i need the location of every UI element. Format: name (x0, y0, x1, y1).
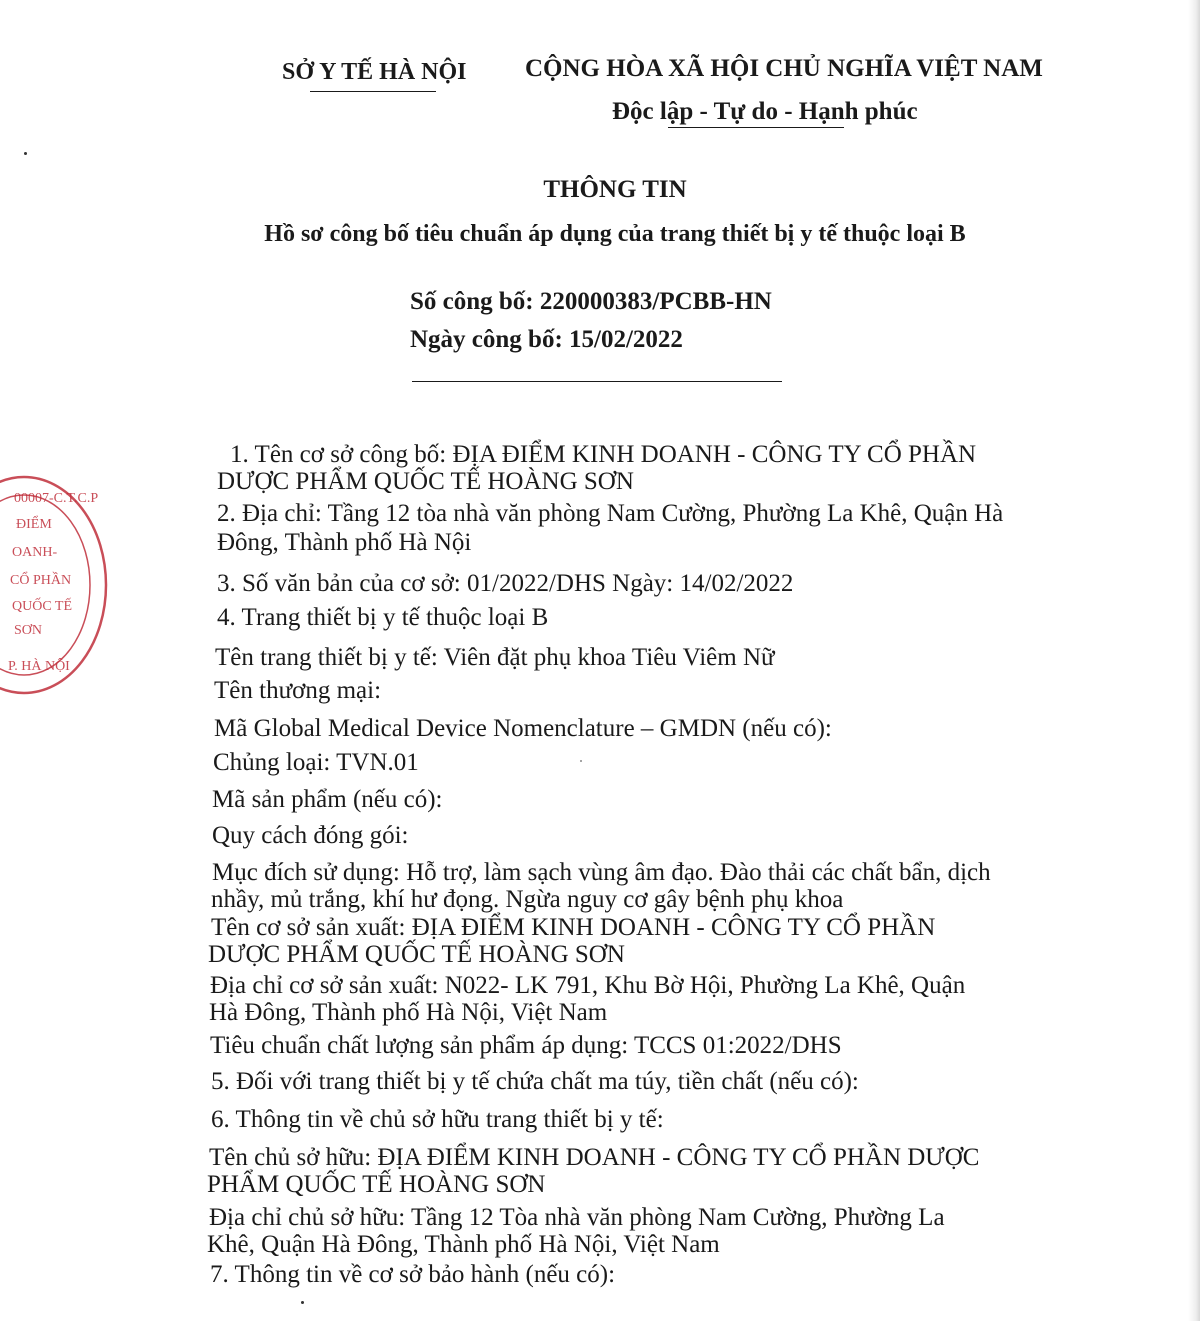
body-line-22: Tên chủ sở hữu: ĐỊA ĐIỂM KINH DOANH - CÔNG TY CỔ PHẦN DƯỢC (209, 1144, 980, 1171)
body-line-8: Tên thương mại: (214, 677, 382, 704)
issuing-authority: SỞ Y TẾ HÀ NỘI (282, 59, 467, 85)
body-line-23: PHẨM QUỐC TẾ HOÀNG SƠN (207, 1171, 546, 1198)
scan-speck (24, 152, 27, 155)
seal-line-5: SƠN (14, 623, 43, 638)
title-divider (412, 381, 782, 382)
country-name: CỘNG HÒA XÃ HỘI CHỦ NGHĨA VIỆT NAM (525, 55, 1043, 82)
body-line-19: Tiêu chuẩn chất lượng sản phẩm áp dụng: TCCS 01:2022/DHS (210, 1032, 842, 1059)
body-line-20: 5. Đối với trang thiết bị y tế chứa chất ma túy, tiền chất (nếu có): (211, 1068, 859, 1095)
seal-line-3: CỔ PHẦN (10, 573, 72, 588)
body-line-25: Khê, Quận Hà Đông, Thành phố Hà Nội, Việt Nam (207, 1231, 720, 1258)
body-line-9: Mã Global Medical Device Nomenclature – GMDN (nếu có): (214, 715, 832, 742)
announcement-number: Số công bố: 220000383/PCBB-HN (410, 288, 772, 315)
body-line-26: 7. Thông tin về cơ sở bảo hành (nếu có): (210, 1261, 616, 1288)
seal-line-4: QUỐC TẾ (12, 599, 73, 614)
national-motto: Độc lập - Tự do - Hạnh phúc (612, 98, 918, 125)
seal-top-text: 00007-C.T.C.P (14, 491, 99, 506)
body-line-6: 4. Trang thiết bị y tế thuộc loại B (217, 604, 549, 631)
motto-underline (668, 127, 844, 128)
seal-line-2: OANH- (12, 545, 58, 560)
body-line-17: Địa chỉ cơ sở sản xuất: N022- LK 791, Khu Bờ Hội, Phường La Khê, Quận (210, 972, 966, 999)
body-line-3: 2. Địa chỉ: Tầng 12 tòa nhà văn phòng Nam Cường, Phường La Khê, Quận Hà (217, 500, 1004, 527)
announcement-date: Ngày công bố: 15/02/2022 (410, 326, 683, 353)
scan-speck (301, 1301, 304, 1304)
body-line-2: DƯỢC PHẨM QUỐC TẾ HOÀNG SƠN (217, 468, 634, 495)
scan-edge-shadow (1188, 0, 1200, 1321)
body-line-13: Mục đích sử dụng: Hỗ trợ, làm sạch vùng âm đạo. Đào thải các chất bẩn, dịch (212, 859, 991, 886)
body-line-24: Địa chỉ chủ sở hữu: Tầng 12 Tòa nhà văn phòng Nam Cường, Phường La (209, 1204, 945, 1231)
document-subtitle: Hồ sơ công bố tiêu chuẩn áp dụng của trang thiết bị y tế thuộc loại B (264, 221, 966, 247)
body-line-10: Chủng loại: TVN.01 (213, 749, 419, 776)
body-line-14: nhầy, mủ trắng, khí hư đọng. Ngừa nguy cơ gây bệnh phụ khoa (211, 886, 844, 913)
authority-underline (310, 91, 436, 92)
body-line-15: Tên cơ sở sản xuất: ĐỊA ĐIỂM KINH DOANH - CÔNG TY CỔ PHẦN (211, 914, 936, 941)
scan-speck (580, 760, 582, 762)
body-line-11: Mã sản phẩm (nếu có): (212, 786, 443, 813)
body-line-21: 6. Thông tin về chủ sở hữu trang thiết bị y tế: (211, 1106, 664, 1133)
body-line-1: 1. Tên cơ sở công bố: ĐỊA ĐIỂM KINH DOANH - CÔNG TY CỔ PHẦN (230, 441, 977, 468)
body-line-18: Hà Đông, Thành phố Hà Nội, Việt Nam (209, 999, 608, 1026)
body-line-16: DƯỢC PHẨM QUỐC TẾ HOÀNG SƠN (208, 941, 625, 968)
body-line-7: Tên trang thiết bị y tế: Viên đặt phụ khoa Tiêu Viêm Nữ (215, 644, 775, 671)
body-line-5: 3. Số văn bản của cơ sở: 01/2022/DHS Ngày: 14/02/2022 (217, 570, 794, 597)
seal-line-1: ĐIỂM (16, 517, 52, 532)
body-line-12: Quy cách đóng gói: (212, 822, 409, 849)
body-line-4: Đông, Thành phố Hà Nội (217, 529, 472, 556)
seal-bottom-text: P. HÀ NỘI (8, 659, 70, 674)
document-title: THÔNG TIN (543, 176, 687, 203)
company-seal (0, 470, 110, 700)
